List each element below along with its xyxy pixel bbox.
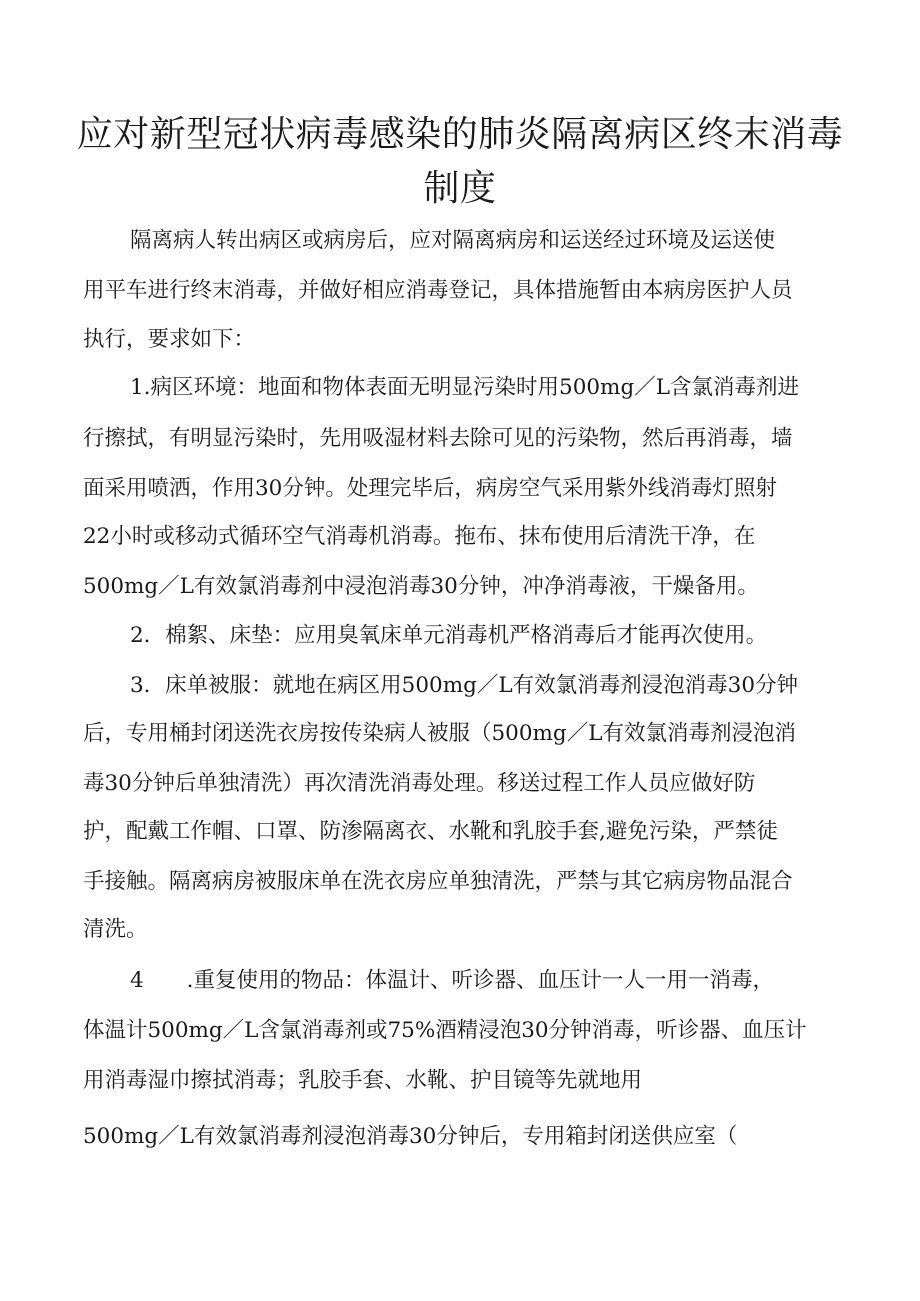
item-4-line-3: 用消毒湿巾擦拭消毒；乳胶手套、水靴、护目镜等先就地用	[83, 1068, 643, 1093]
item-1-line-2: 行擦拭，有明显污染时，先用吸湿材料去除可见的污染物，然后再消毒，墙	[83, 426, 793, 451]
item-1-line-5: 500mg／L有效氯消毒剂中浸泡消毒30分钟，冲净消毒液，干燥备用。	[83, 574, 759, 599]
item-4-line-1: 4 .重复使用的物品：体温计、听诊器、血压计一人一用一消毒，	[130, 968, 775, 993]
item-4-line-4: 500mg／L有效氯消毒剂浸泡消毒30分钟后，专用箱封闭送供应室（	[83, 1124, 738, 1149]
item-3-line-5: 手接触。隔离病房被服床单在洗衣房应单独清洗，严禁与其它病房物品混合	[83, 869, 793, 894]
item-1-line-4: 22小时或移动式循环空气消毒机消毒。拖布、抹布使用后清洗干净，在	[83, 524, 756, 549]
item-3-line-2: 后，专用桶封闭送洗衣房按传染病人被服（500mg／L有效氯消毒剂浸泡消	[83, 721, 796, 746]
document-title-line-1: 应对新型冠状病毒感染的肺炎隔离病区终末消毒	[76, 114, 844, 155]
document-title	[60, 108, 860, 216]
item-4-line-2: 体温计500mg／L含氯消毒剂或75%酒精浸泡30分钟消毒，听诊器、血压计	[83, 1018, 807, 1043]
item-3-line-3: 毒30分钟后单独清洗）再次清洗消毒处理。移送过程工作人员应做好防	[83, 771, 756, 796]
intro-line-1: 隔离病人转出病区或病房后，应对隔离病房和运送经过环境及运送使	[130, 228, 776, 253]
document-title-line-2: 制度	[423, 168, 497, 209]
item-1-line-3: 面采用喷洒，作用30分钟。处理完毕后，病房空气采用紫外线消毒灯照射	[83, 476, 777, 501]
item-3-line-1: 3．床单被服：就地在病区用500mg／L有效氯消毒剂浸泡消毒30分钟	[130, 673, 799, 698]
item-1-line-1: 1.病区环境：地面和物体表面无明显污染时用500mg／L含氯消毒剂进	[130, 375, 799, 400]
item-2-line-1: 2．棉絮、床垫：应用臭氧床单元消毒机严格消毒后才能再次使用。	[130, 623, 768, 648]
item-3-line-4: 护，配戴工作帽、口罩、防渗隔离衣、水靴和乳胶手套,避免污染，严禁徒	[83, 819, 778, 844]
intro-line-3: 执行，要求如下：	[83, 327, 256, 352]
intro-line-2: 用平车进行终末消毒，并做好相应消毒登记，具体措施暂由本病房医护人员	[83, 278, 793, 303]
item-3-line-6: 清洗。	[83, 917, 148, 942]
